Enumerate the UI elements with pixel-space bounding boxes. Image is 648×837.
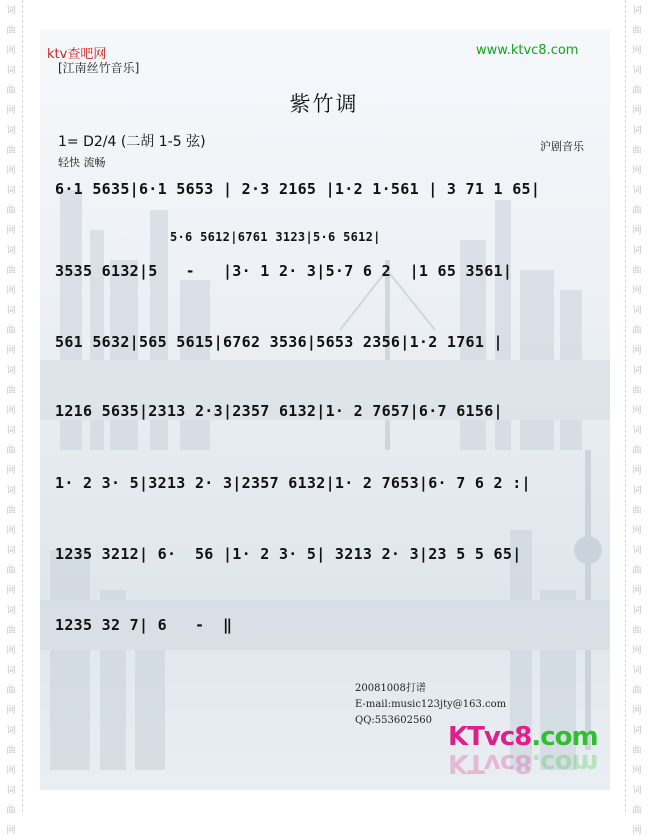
watermark-glyph: 网 [632,226,642,236]
notation-line-1: 6·1 5635|6·1 5653 | 2·3 2165 |1·2 1·561 | 3 71 1 65| [55,180,541,198]
notation-line-variation: 5·6 5612|6761 3123|5·6 5612| [170,230,381,244]
watermark-glyph: 网 [632,286,642,296]
watermark-glyph: 曲 [632,806,642,816]
watermark-glyph: 词 [6,606,16,616]
watermark-glyph: 网 [6,526,16,536]
song-title: 紫竹调 [289,92,359,116]
watermark-glyph: 网 [632,406,642,416]
watermark-glyph: 词 [632,726,642,736]
watermark-glyph: 曲 [6,206,16,216]
watermark-glyph: 曲 [632,26,642,36]
watermark-glyph: 网 [632,346,642,356]
watermark-glyph: 词 [632,306,642,316]
notation-line-6: 1235 3212| 6· 56 |1· 2 3· 5| 3213 2· 3|23 5 5 65| [55,545,522,563]
key-signature: 1= D2/4 (二胡 1-5 弦) [58,134,206,150]
watermark-glyph: 曲 [632,566,642,576]
watermark-glyph: 网 [6,466,16,476]
watermark-glyph: 词 [632,786,642,796]
watermark-glyph: 曲 [6,806,16,816]
left-watermark-strip [0,0,22,836]
watermark-glyph: 曲 [632,686,642,696]
site-brand-text: ktv查吧网 [47,47,107,62]
watermark-glyph: 网 [632,106,642,116]
watermark-glyph: 网 [6,106,16,116]
watermark-glyph: 词 [6,666,16,676]
ktvc8-logo: KTvc8.com [448,722,598,752]
watermark-glyph: 词 [632,246,642,256]
watermark-glyph: 词 [632,126,642,136]
watermark-glyph: 曲 [6,26,16,36]
watermark-glyph: 曲 [6,86,16,96]
watermark-glyph: 词 [6,366,16,376]
watermark-glyph: 曲 [6,146,16,156]
watermark-glyph: 曲 [6,266,16,276]
watermark-glyph: 网 [632,586,642,596]
ktvc8-logo-reflection: KTvc8.com [448,748,598,778]
watermark-glyph: 网 [6,766,16,776]
watermark-glyph: 网 [6,346,16,356]
notation-line-4: 1216 5635|2313 2·3|2357 6132|1· 2 7657|6·7 6156| [55,402,503,420]
watermark-glyph: 词 [6,6,16,16]
tempo-marking: 轻快 流畅 [58,156,106,169]
right-watermark-strip [626,0,648,836]
watermark-glyph: 曲 [6,326,16,336]
watermark-glyph: 网 [632,466,642,476]
watermark-glyph: 曲 [6,746,16,756]
watermark-glyph: 曲 [632,506,642,516]
watermark-glyph: 曲 [632,326,642,336]
watermark-glyph: 词 [6,786,16,796]
watermark-glyph: 网 [6,826,16,836]
watermark-glyph: 网 [632,766,642,776]
watermark-glyph: 曲 [632,446,642,456]
watermark-glyph: 词 [6,246,16,256]
watermark-glyph: 词 [6,186,16,196]
contact-qq: QQ:553602560 [355,715,433,726]
watermark-glyph: 词 [632,486,642,496]
watermark-glyph: 网 [632,826,642,836]
watermark-glyph: 曲 [632,86,642,96]
watermark-glyph: 词 [6,306,16,316]
watermark-glyph: 网 [6,586,16,596]
watermark-glyph: 网 [632,646,642,656]
watermark-glyph: 曲 [6,386,16,396]
watermark-glyph: 曲 [632,386,642,396]
watermark-glyph: 词 [632,366,642,376]
watermark-glyph: 网 [6,46,16,56]
watermark-glyph: 网 [6,166,16,176]
watermark-glyph: 曲 [632,746,642,756]
watermark-glyph: 网 [6,286,16,296]
watermark-glyph: 网 [632,166,642,176]
watermark-glyph: 词 [632,666,642,676]
watermark-glyph: 词 [6,126,16,136]
notation-line-3: 561 5632|565 5615|6762 3536|5653 2356|1·2 1761 | [55,333,503,351]
watermark-glyph: 曲 [632,146,642,156]
watermark-glyph: 词 [6,66,16,76]
watermark-glyph: 曲 [6,566,16,576]
watermark-glyph: 曲 [6,626,16,636]
watermark-glyph: 词 [6,546,16,556]
site-url: www.ktvc8.com [476,43,579,58]
watermark-glyph: 网 [632,706,642,716]
notation-line-2: 3535 6132|5 - |3· 1 2· 3|5·7 6 2 |1 65 3561| [55,262,513,280]
contact-email: E-mail:music123jty@163.com [355,699,507,710]
watermark-glyph: 网 [632,526,642,536]
watermark-glyph: 词 [6,726,16,736]
right-cut-line [625,0,626,812]
watermark-glyph: 词 [632,426,642,436]
watermark-glyph: 网 [6,646,16,656]
watermark-glyph: 曲 [6,686,16,696]
watermark-glyph: 词 [632,66,642,76]
watermark-glyph: 曲 [6,446,16,456]
watermark-glyph: 词 [632,546,642,556]
watermark-glyph: 网 [632,46,642,56]
watermark-glyph: 网 [6,706,16,716]
watermark-glyph: 网 [6,226,16,236]
genre-label: [江南丝竹音乐] [58,61,140,75]
notation-line-5: 1· 2 3· 5|3213 2· 3|2357 6132|1· 2 7653|6· 7 6 2 :| [55,474,531,492]
watermark-glyph: 词 [632,6,642,16]
watermark-glyph: 曲 [632,266,642,276]
watermark-glyph: 网 [6,406,16,416]
music-source: 沪剧音乐 [540,140,584,153]
watermark-glyph: 曲 [632,626,642,636]
notation-line-7: 1235 32 7| 6 - ‖ [55,616,233,634]
watermark-glyph: 词 [632,606,642,616]
transcription-date: 20081008打谱 [355,683,426,694]
watermark-glyph: 曲 [632,206,642,216]
watermark-glyph: 词 [6,426,16,436]
watermark-glyph: 词 [6,486,16,496]
watermark-glyph: 曲 [6,506,16,516]
watermark-glyph: 词 [632,186,642,196]
left-cut-line [22,0,23,812]
